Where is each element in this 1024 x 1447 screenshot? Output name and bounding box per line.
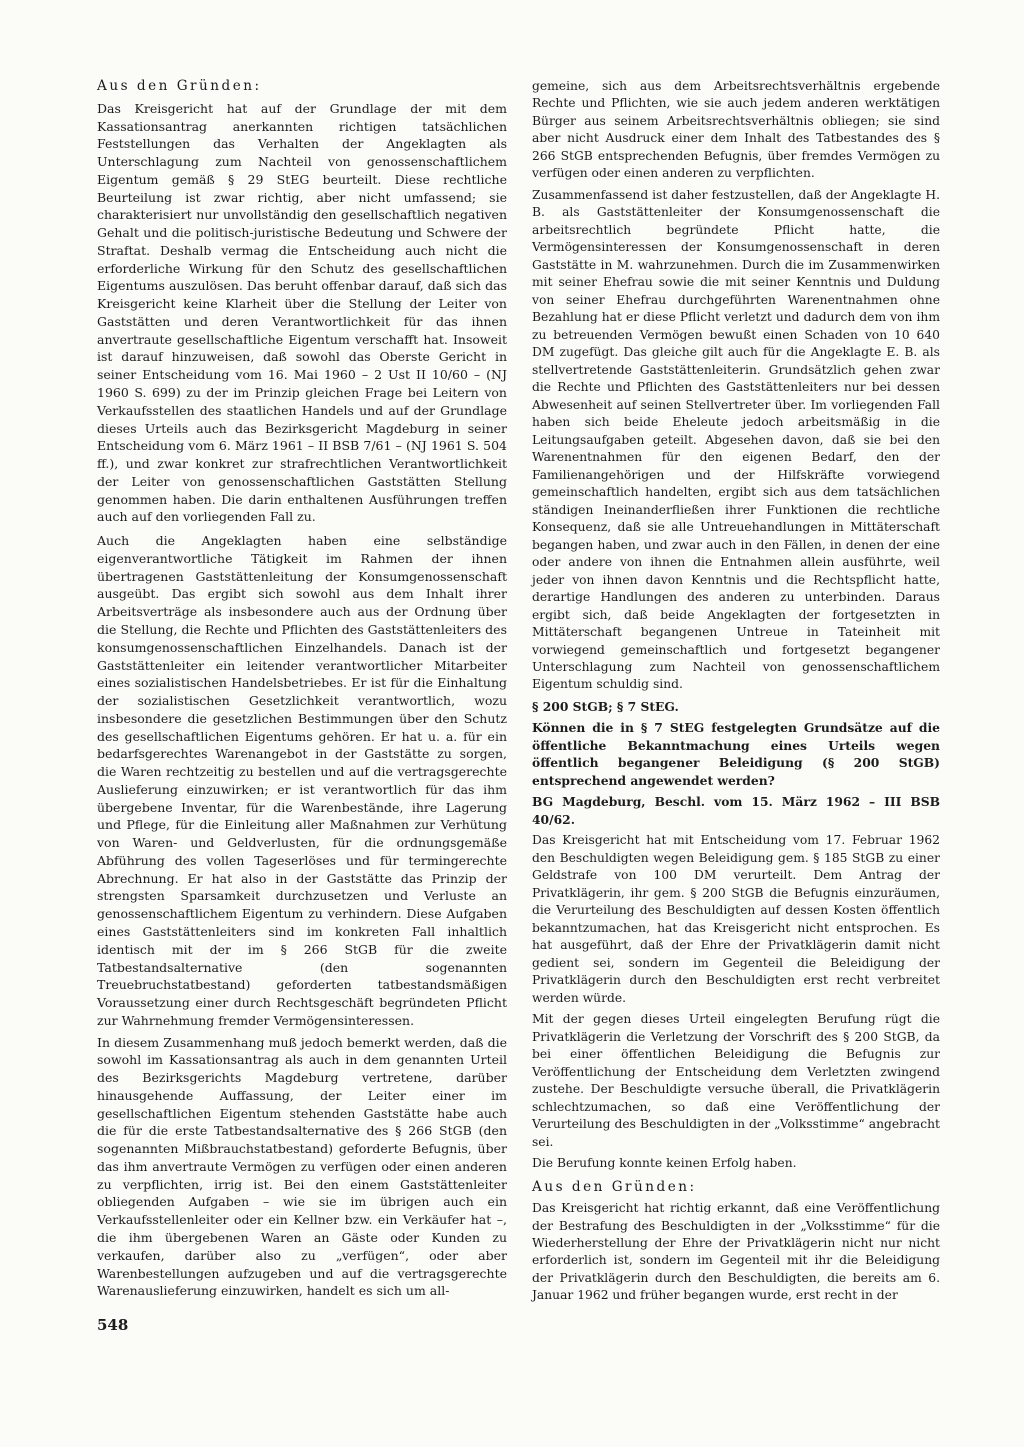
paragraph: In diesem Zusammenhang muß jedoch bemerkt werden, daß die sowohl im Kassationsantrag als auch in dem genannten Urteil des Bezirksgerichts Magdeburg vertretene, darüber hinausgehende Auffassung, der Leiter einer im gesellschaftlichen Eigentum stehenden Gaststätte habe auch die für die erste Tatbestandsalternative des § 266 StGB (den sogenannten Mißbrauchstatbestand) geforderte Befugnis, über das ihm anvertraute Vermögen zu verfügen oder einen anderen zu verpflichten, irrig ist. Bei den einem Gaststättenleiter obliegenden Aufgaben – wie sie im übrigen auch ein Verkaufsstellenleiter oder ein Kellner bzw. ein Verkäufer hat –, die ihm übergebenen Waren an Gäste oder Kunden zu verkaufen, darüber also zu „verfügen“, oder aber Warenbestellungen aufzugeben und auf die vertragsgerechte Warenauslieferung einzuwirken, handelt es sich um all- — [97, 1034, 507, 1299]
paragraph: Zusammenfassend ist daher festzustellen, daß der Angeklagte H. B. als Gaststättenleiter der Konsumgenossenschaft die arbeitsrechtlich begründete Pflicht hatte, die Vermögensinteressen der Konsumgenossenschaft in deren Gaststätte in M. wahrzunehmen. Durch die im Zusammenwirken mit seiner Ehefrau sowie die mit seiner Kenntnis und Duldung von seiner Ehefrau durchgeführten Warenentnahmen ohne Bezahlung hat er diese Pflicht verletzt und dadurch dem von ihm zu betreuenden Vermögen bewußt einen Schaden von 10 640 DM zugefügt. Das gleiche gilt auch für die Angeklagte E. B. als stellvertretende Gaststättenleiterin. Grundsätzlich gehen zwar die Rechte und Pflichten des Gaststättenleiters nur bei dessen Abwesenheit auf seinen Stellvertreter über. Im vorliegenden Fall haben sich beide Eheleute jedoch arbeitsmäßig in die Leitungsaufgaben geteilt. Abgesehen davon, daß sie bei den Warenentnahmen für den eigenen Bedarf, den der Familienangehörigen und der Hilfskräfte vorwiegend gemeinschaftlich handelten, ergibt sich aus dem tatsächlichen ständigen Ineinanderfließen ihrer Funktionen die rechtliche Konsequenz, daß sie alle Untreuehandlungen in Mittäterschaft begangen haben, und zwar auch in den Fällen, in denen der eine oder andere von ihnen die Entnahmen allein ausführte, weil jeder von ihnen davon Kenntnis und die Rechtspflicht hatte, derartige Handlungen des anderen zu unterbinden. Daraus ergibt sich, daß beide Angeklagten der fortgesetzten in Mittäterschaft begangenen Untreue in Tateinheit mit vorwiegend gemeinschaftlich und fortgesetzt begangener Unterschlagung zum Nachteil von genossenschaftlichem Eigentum schuldig sind. — [532, 187, 940, 692]
right-column — [532, 78, 940, 1305]
left-column — [97, 78, 507, 1300]
page-number: 548 — [97, 1316, 129, 1334]
paragraph: Die Berufung konnte keinen Erfolg haben. — [532, 1156, 797, 1171]
law-reference: § 200 StGB; § 7 StEG. — [532, 698, 679, 714]
paragraph: Das Kreisgericht hat richtig erkannt, daß eine Veröffentlichung der Bestrafung des Beschuldigten in der „Volksstimme“ für die Wiederherstellung der Ehre der Privatklägerin nicht nur nicht erforderlich ist, sondern im Gegenteil mit ihr die Beleidigung der Privatklägerin durch den Beschuldigten, die bereits am 6. Januar 1962 und früher begangen wurde, erst recht in der — [532, 1201, 940, 1303]
paragraph: Das Kreisgericht hat mit Entscheidung vom 17. Februar 1962 den Beschuldigten wegen Beleidigung gem. § 185 StGB zu einer Geldstrafe von 100 DM verurteilt. Dem Antrag der Privatklägerin, ihr gem. § 200 StGB die Befugnis einzuräumen, die Verurteilung des Beschuldigten auf dessen Kosten öffentlich bekanntzumachen, hat das Kreisgericht nicht entsprochen. Es hat ausgeführt, daß der Ehre der Privatklägerin damit nicht gedient sei, sondern im Gegenteil die Beleidigung der Privatklägerin durch den Beschuldigten erst recht verbreitet werden würde. — [532, 833, 940, 1005]
section-heading: Aus den Gründen: — [97, 78, 262, 94]
paragraph: Auch die Angeklagten haben eine selbständige eigenverantwortliche Tätigkeit im Rahmen der ihnen übertragenen Gaststättenleitung der Konsumgenossenschaft ausgeübt. Das ergibt sich sowohl aus dem Inhalt ihrer Arbeitsverträge als insbesondere auch aus der Ordnung über die Stellung, die Rechte und Pflichten des Gaststättenleiters des konsumgenossenschaftlichen Einzelhandels. Danach ist der Gaststättenleiter ein leitender verantwortlicher Mitarbeiter eines sozialistischen Handelsbetriebes. Er ist für die Einhaltung der sozialistischen Gesetzlichkeit verantwortlich, wozu insbesondere die gesetzlichen Bestimmungen über den Schutz des gesellschaftlichen Eigentums gehören. Er hat u. a. für ein bedarfsgerechtes Warenangebot in der Gaststätte zu sorgen, die Waren rechtzeitig zu bestellen und auf die vertragsgerechte Auslieferung einzuwirken; er ist verantwortlich für das ihm übergebene Inventar, für die Warenbestände, ihre Lagerung und Pflege, für die Einleitung aller Maßnahmen zur Verhütung von Waren- und Geldverlusten, für die ordnungsgemäße Abführung des vollen Tageserlöses und für termingerechte Abrechnung. Er hat also in der Gaststätte das Prinzip der strengsten Sparsamkeit durchzusetzen und Verluste an genossenschaftlichem Eigentum zu verhindern. Diese Aufgaben eines Gaststättenleiters sind im konkreten Fall inhaltlich identisch mit der im § 266 StGB für die zweite Tatbestandsalternative (den sogenannten Treuebruchstatbestand) geforderten tatbestandsmäßigen Voraussetzung einer durch Rechtsgeschäft begründeten Pflicht zur Wahrnehmung fremder Vermögensinteressen. — [97, 533, 507, 1028]
paragraph: Mit der gegen dieses Urteil eingelegten Berufung rügt die Privatklägerin die Verletzung der Vorschrift des § 200 StGB, da bei einer öffentlichen Beleidigung die Befugnis zur Veröffentlichung der Entscheidung dem Verletzten zwingend zustehe. Der Beschuldigte versuche überall, die Privatklägerin schlechtzumachen, so daß eine Veröffentlichung der Verurteilung des Beschuldigten in der „Volksstimme“ angebracht sei. — [532, 1012, 940, 1149]
paragraph: Das Kreisgericht hat auf der Grundlage der mit dem Kassationsantrag anerkannten richtigen tatsächlichen Feststellungen das Verhalten der Angeklagten als Unterschlagung zum Nachteil von genossenschaftlichem Eigentum gemäß § 29 StEG beurteilt. Diese rechtliche Beurteilung ist zwar richtig, aber nicht umfassend; sie charakterisiert nur unvollständig den gesellschaftlich negativen Gehalt und die politisch-juristische Bedeutung und Schwere der Straftat. Deshalb vermag die Entscheidung auch nicht die erforderliche Wirkung für den Schutz des gesellschaftlichen Eigentums auszulösen. Das beruht offenbar darauf, daß sich das Kreisgericht keine Klarheit über die Stellung der Leiter von Gaststätten und deren Verantwortlichkeit für das ihnen anvertraute gesellschaftliche Eigentum verschafft hat. Insoweit ist darauf hinzuweisen, daß sowohl das Oberste Gericht in seiner Entscheidung vom 16. Mai 1960 – 2 Ust II 10/60 – (NJ 1960 S. 699) zu der im Prinzip gleichen Frage bei Leitern von Verkaufsstellen des staatlichen Handels und auf der Grundlage dieses Urteils auch das Bezirksgericht Magdeburg in seiner Entscheidung vom 6. März 1961 – II BSB 7/61 – (NJ 1961 S. 504 ff.), und zwar konkret zur strafrechtlichen Verantwortlichkeit der Leiter von genossenschaftlichen Gaststätten Stellung genommen haben. Die darin enthaltenen Ausführungen treffen auch auf den vorliegenden Fall zu. — [97, 100, 507, 525]
legal-question: Können die in § 7 StEG festgelegten Grundsätze auf die öffentliche Bekanntmachung eines Urteils wegen öffentlich begangener Beleidigung (§ 200 StGB) entsprechend angewendet werden? — [532, 720, 940, 788]
section-heading: Aus den Gründen: — [532, 1178, 697, 1195]
court-reference: BG Magdeburg, Beschl. vom 15. März 1962 – III BSB 40/62. — [532, 794, 940, 827]
paragraph: gemeine, sich aus dem Arbeitsrechtsverhältnis ergebende Rechte und Pflichten, wie sie auch jedem anderen werktätigen Bürger aus seinem Arbeitsrechtsverhältnis obliegen; sie sind aber nicht Ausdruck einer dem Inhalt des Tatbestandes des § 266 StGB entsprechenden Befugnis, über fremdes Vermögen zu verfügen oder einen anderen zu verpflichten. — [532, 79, 940, 181]
